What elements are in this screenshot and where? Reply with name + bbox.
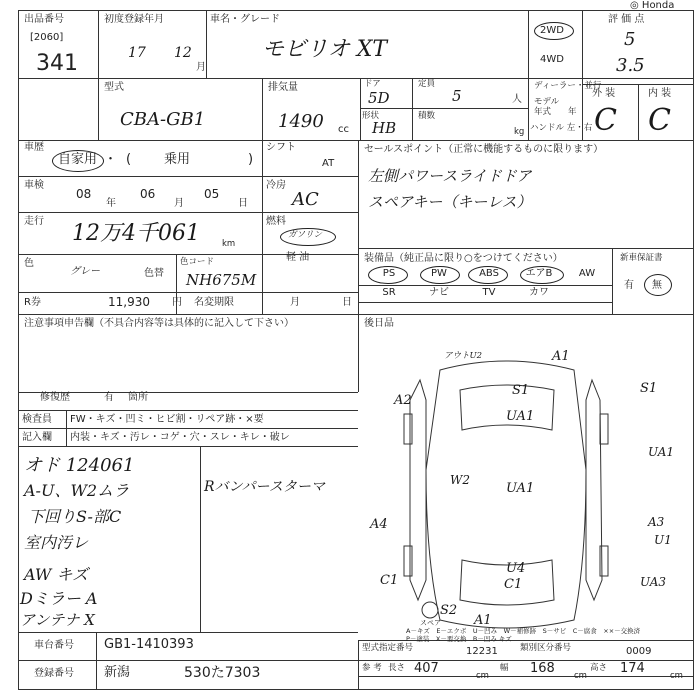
shaken-label: 車検 xyxy=(24,180,44,191)
reg-month-unit: 月 xyxy=(196,62,206,73)
dim-hgt-label: 高さ xyxy=(590,663,608,673)
drive-2wd: 2WD xyxy=(540,25,564,36)
sales-point-1: 左側パワースライドドア xyxy=(368,167,532,185)
hw-line-7: アンテナ X xyxy=(20,611,95,629)
bumper-note: Rバンパースターマ xyxy=(204,479,325,495)
warranty-yes: 有 xyxy=(624,280,634,291)
dim-len-label: 長さ xyxy=(388,663,406,673)
dim-hgt-cm: cm xyxy=(670,671,683,681)
meigi-day: 日 xyxy=(342,297,352,308)
fuel-label: 燃料 xyxy=(266,216,286,227)
displacement-label: 排気量 xyxy=(268,82,298,93)
hw-line-1: オド 124061 xyxy=(24,455,135,476)
item-no-sub: [2060] xyxy=(30,32,64,43)
shaken-year-unit: 年 xyxy=(106,198,116,209)
equip-tv: TV xyxy=(482,287,496,298)
corner-text: Honda xyxy=(641,0,675,11)
diag-label-3: A2 xyxy=(394,393,412,408)
grade-top: 5 xyxy=(624,29,636,50)
inspector-label-1: 検査員 xyxy=(22,414,52,425)
meigi-month: 月 xyxy=(290,297,300,308)
model: CBA-GB1 xyxy=(120,109,206,130)
ac-label: 冷房 xyxy=(266,180,286,191)
color-code-label: 色コード xyxy=(180,257,215,267)
dim-wid-cm: cm xyxy=(574,671,587,681)
dim-row1-value: 12231 xyxy=(466,646,498,657)
repair-value: 有 xyxy=(104,392,114,403)
inspector-row-2: 内装・キズ・汚レ・コゲ・穴・スレ・キレ・破レ xyxy=(70,432,290,443)
car-name: モビリオ XT xyxy=(262,37,388,62)
fuel-note: ガソリン xyxy=(288,230,323,240)
diag-label-8: W2 xyxy=(450,473,470,487)
equip-abs: ABS xyxy=(479,268,499,279)
recycle-yen: 円 xyxy=(172,297,182,308)
mileage: 12万4千061 xyxy=(72,221,200,246)
equip-pw: PW xyxy=(431,268,447,279)
shaken-day: 05 xyxy=(204,187,220,201)
grade-score: 3.5 xyxy=(616,55,645,76)
hw-line-4: 室内汚レ xyxy=(24,533,89,552)
equip-leather: カワ xyxy=(529,287,549,298)
warranty-label: 新車保証書 xyxy=(620,253,663,263)
diag-label-9: UA1 xyxy=(506,481,535,496)
diag-label-2: A1 xyxy=(552,349,570,364)
diag-label-5: UA1 xyxy=(506,409,535,424)
dim-row2-label: 類別区分番号 xyxy=(520,643,572,653)
load-label: 積数 xyxy=(418,111,436,121)
equip-ps: PS xyxy=(382,268,396,279)
meigi-label: 名変期限 xyxy=(194,297,234,308)
diag-label-6: S1 xyxy=(640,381,658,396)
color-code: NH675M xyxy=(186,271,257,289)
drive-4wd: 4WD xyxy=(540,54,564,65)
diag-label-16: UA3 xyxy=(640,575,667,589)
dim-wid: 168 xyxy=(530,661,555,676)
diag-label-7: UA1 xyxy=(648,445,675,459)
inspector-label-2: 記入欄 xyxy=(22,432,52,443)
shape: HB xyxy=(372,119,397,137)
dealer-label: ディーラー・並行 xyxy=(534,81,602,91)
dim-ref: 参 考 xyxy=(362,663,382,673)
shaken-year: 08 xyxy=(76,187,92,201)
interior-label: 内 装 xyxy=(648,88,672,99)
shaken-month-unit: 月 xyxy=(174,198,184,209)
shape-label: 形状 xyxy=(362,111,380,121)
diag-label-11: A3 xyxy=(648,515,665,529)
diag-label-4: S1 xyxy=(512,383,530,398)
private-use: 自家用 xyxy=(58,152,98,167)
fuel-keiyu: 軽 油 xyxy=(286,252,310,263)
dim-row1-label: 型式指定番号 xyxy=(362,643,414,653)
diag-label-17: S2 xyxy=(440,603,458,618)
passenger: 乗用 xyxy=(164,152,191,167)
grade-label: 評 価 点 xyxy=(608,14,645,25)
handle-label: ハンドル 左・右 xyxy=(530,123,593,133)
first-reg-label: 初度登録年月 xyxy=(104,14,164,25)
person-unit: 人 xyxy=(512,94,522,105)
shaken-month: 06 xyxy=(140,187,156,201)
color: グレー xyxy=(70,266,100,277)
km-unit: km xyxy=(222,239,236,249)
inspector-row-1: FW・キズ・凹ミ・ヒビ割・リペア跡・×要 xyxy=(70,414,264,425)
reg-label: 登録番号 xyxy=(34,668,74,679)
hw-line-2: A-U、W2ムラ xyxy=(24,481,130,500)
reg-pref: 新潟 xyxy=(104,665,131,680)
corner-mark-icon: ◎ xyxy=(630,0,639,11)
diag-label-15: C1 xyxy=(504,577,523,592)
dim-len: 407 xyxy=(414,661,439,676)
equip-sr: SR xyxy=(382,287,396,298)
name-grade-label: 車名・グレード xyxy=(210,14,280,25)
shift-label: シフト xyxy=(266,142,296,153)
diag-label-13: C1 xyxy=(380,573,399,588)
reg-num: 530た7303 xyxy=(184,665,261,681)
shaken-day-unit: 日 xyxy=(238,198,248,209)
repair-place: 箇所 xyxy=(128,392,148,403)
recycle-value: 11,930 xyxy=(108,295,150,309)
equipment-label: 装備品（純正品に限り○をつけてください） xyxy=(364,253,563,264)
hw-line-5: AW キズ xyxy=(24,565,89,584)
reg-month: 12 xyxy=(174,45,192,61)
equip-airbag: エアB xyxy=(525,268,553,279)
diag-label-10: A4 xyxy=(370,517,388,532)
history-label: 車歴 xyxy=(24,142,44,153)
diagram-legend: A－キズ E－エクボ U－凹み W－補修跡 S－サビ C－腐食 ××－交換済 xyxy=(406,627,641,635)
interior-grade: C xyxy=(648,103,671,138)
model-label: 型式 xyxy=(104,82,124,93)
dim-hgt: 174 xyxy=(620,661,645,676)
color-label: 色 xyxy=(24,258,34,269)
diag-label-1: アウトU2 xyxy=(444,351,483,361)
exterior-grade: C xyxy=(594,103,617,138)
model-year-label: モデル xyxy=(534,97,560,107)
reg-year: 17 xyxy=(128,45,146,61)
dim-wid-label: 幅 xyxy=(500,663,509,673)
item-no: 341 xyxy=(36,51,78,76)
item-no-label: 出品番号 xyxy=(24,14,64,25)
repair-label: 修復歴 xyxy=(40,392,70,403)
diag-spare: スペア xyxy=(420,619,441,627)
capacity: 5 xyxy=(452,87,462,105)
diag-label-18: A1 xyxy=(474,613,492,628)
diag-label-12: U1 xyxy=(654,533,672,547)
year-label: 年式 xyxy=(534,107,552,117)
sales-point-2: スペアキー（キーレス） xyxy=(368,193,532,211)
color-change-label: 色替 xyxy=(144,268,164,279)
recycle-label: R券 xyxy=(24,297,41,308)
notes-label: 注意事項申告欄（不具合内容等は具体的に記入して下さい） xyxy=(24,318,294,329)
diagram-legend-2: P－塗装 X－要交換 B－凹み キズ xyxy=(406,635,512,643)
warranty-no: 無 xyxy=(652,280,662,291)
hw-line-6: Dミラー A xyxy=(20,589,98,608)
chassis: GB1-1410393 xyxy=(104,637,194,652)
kg-unit: kg xyxy=(514,127,525,137)
sales-points-label: セールスポイント（正常に機能するものに限ります） xyxy=(364,144,604,155)
shift: AT xyxy=(322,158,335,169)
diag-label-14: U4 xyxy=(506,561,526,576)
cc-unit: cc xyxy=(338,124,349,135)
history-dot: ・ xyxy=(104,152,118,167)
ac: AC xyxy=(292,189,319,210)
hw-line-3: 下回りS-部C xyxy=(28,507,122,526)
paren-open: ( xyxy=(126,152,132,167)
door: 5D xyxy=(368,89,390,107)
equip-navi: ナビ xyxy=(429,287,449,298)
after-seat-label: 後日品 xyxy=(364,318,394,329)
dim-row2-value: 0009 xyxy=(626,646,652,657)
chassis-label: 車台番号 xyxy=(34,640,74,651)
mileage-label: 走行 xyxy=(24,216,44,227)
dim-len-cm: cm xyxy=(476,671,489,681)
capacity-label: 定員 xyxy=(418,79,436,89)
door-label: ドア xyxy=(364,79,381,89)
year-unit: 年 xyxy=(568,107,577,117)
equip-aw: AW xyxy=(578,268,596,279)
displacement: 1490 xyxy=(278,111,324,132)
paren-close: ) xyxy=(248,152,254,167)
exterior-label: 外 装 xyxy=(592,88,616,99)
